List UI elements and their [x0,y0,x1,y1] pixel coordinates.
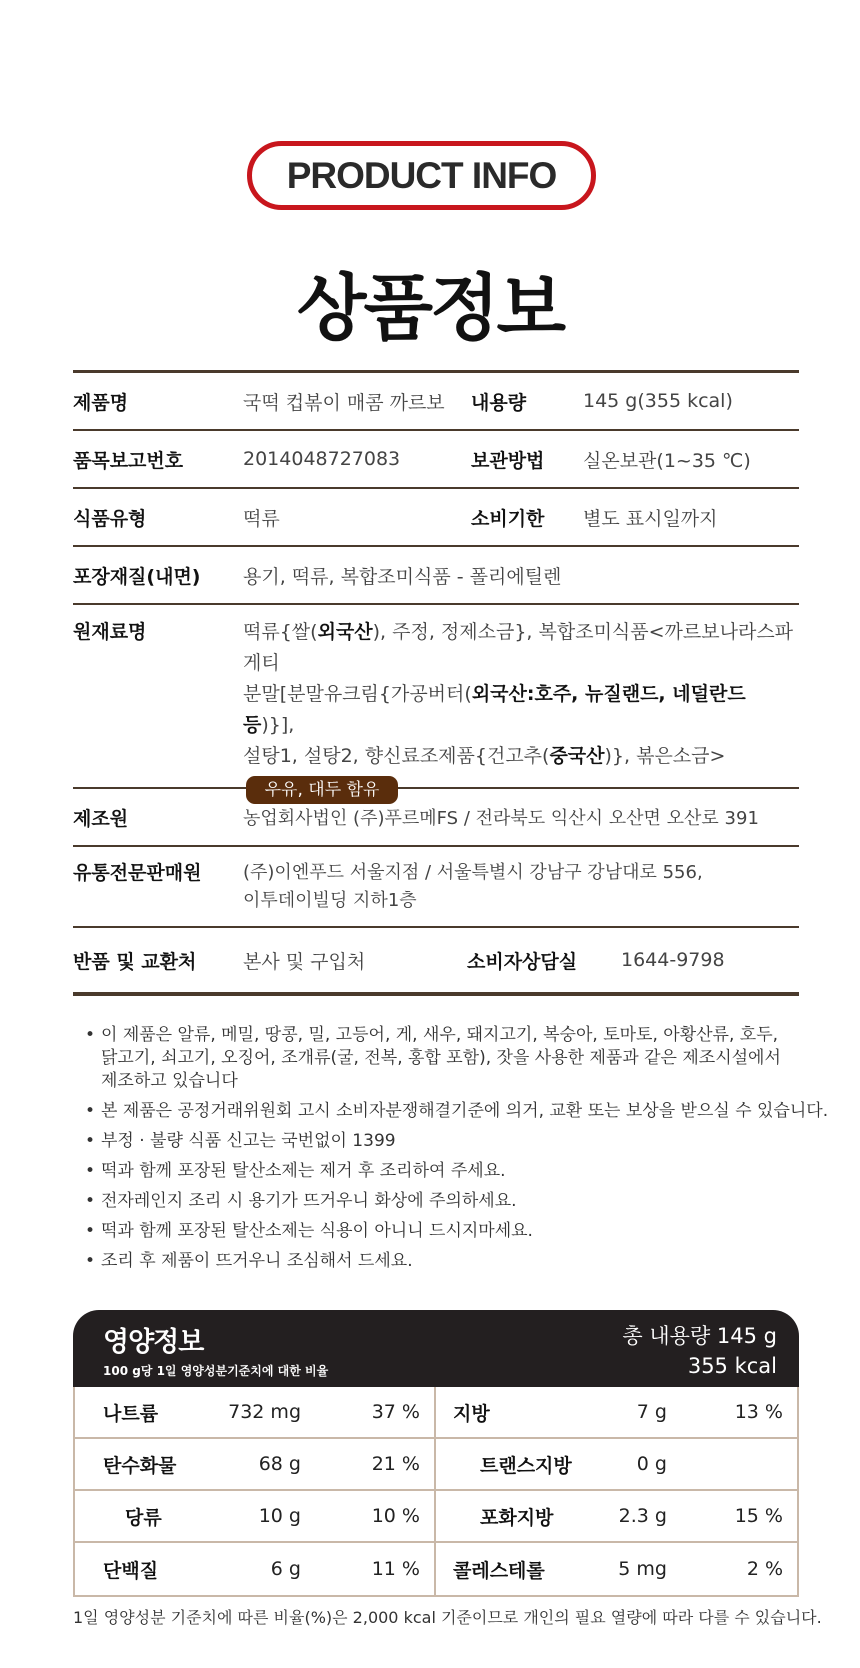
ing-text: ), 주정, 정제소금}, 복합조미식품<까르보나라스파게티 [243,621,794,674]
ing-text: )}], [261,714,295,736]
notice-item [85,1220,855,1243]
ingredients-label: 원재료명 [73,621,147,643]
nutrition-subtitle: 100 g당 1일 영양성분기준치에 대한 비율 [103,1364,329,1378]
nutrition-footnote: 1일 영양성분 기준치에 따른 비율(%)은 2,000 kcal 기준이므로 개인의 필요 열량에 따라 다를 수 있습니다. [73,1608,822,1627]
info-row-ingredients [73,605,799,800]
notice-item [85,1250,855,1273]
info-row-report [73,431,799,489]
nutrient-name: 트랜스지방 [480,1454,572,1477]
report-no-value: 2014048727083 [243,448,401,470]
product-info-badge: PRODUCT INFO [247,141,596,210]
notice-item [85,1160,855,1183]
product-info-table [73,370,799,996]
nutrient-name: 당류 [125,1506,162,1529]
ing-origin: 중국산 [549,745,605,767]
nutrient-name: 단백질 [103,1559,159,1582]
nutrient-name: 탄수화물 [103,1454,177,1477]
nutrient-amount: 2.3 g [618,1505,667,1527]
nutrient-amount: 7 g [636,1401,667,1423]
allergen-badge: 우유, 대두 함유 [246,776,398,804]
ingredients-value [243,617,799,800]
nutrition-panel [73,1310,799,1597]
nutrition-grid [73,1387,799,1597]
nutrient-name: 포화지방 [480,1506,554,1529]
nutrient-percent: 21 % [371,1453,420,1475]
notice-text: 떡과 함께 포장된 탈산소제는 제거 후 조리하여 주세요. [101,1161,506,1181]
nutrient-amount: 6 g [270,1558,301,1580]
manufacturer-value: 농업회사법인 (주)푸르메FS / 전라북도 익산시 오산면 오산로 391 [243,808,759,829]
notice-item [85,1190,855,1213]
nutrition-row [75,1439,797,1491]
nutrient-cell [75,1491,436,1541]
ing-text: 설탕1, 설탕2, 향신료조제품{건고추( [243,745,550,767]
notice-item [85,1100,855,1123]
ing-text: 분말[분말유크림{가공버터( [243,683,472,705]
nutrient-percent: 13 % [734,1401,783,1423]
volume-value: 145 g(355 kcal) [583,390,733,412]
info-row-return [73,928,799,996]
distributor-line-1: (주)이엔푸드 서울지점 / 서울특별시 강남구 강남대로 556, [243,862,703,883]
nutrient-name: 콜레스테롤 [453,1559,545,1582]
nutrient-percent: 15 % [734,1505,783,1527]
ing-origin: 외국산:호주, 뉴질랜드, 네덜란드 등 [243,683,746,736]
info-row-packaging [73,547,799,605]
notice-list [85,1024,855,1280]
nutrient-cell [436,1543,797,1595]
expiry-value: 별도 표시일까지 [583,507,718,530]
nutrient-cell [75,1439,436,1489]
nutrition-total: 총 내용량 145 g [622,1324,777,1348]
ingredients-line-1 [243,617,799,679]
return-label: 반품 및 교환처 [73,950,197,973]
nutrition-row [75,1387,797,1439]
ing-text: 떡류{쌀( [243,621,318,643]
nutrition-header [73,1310,799,1387]
ingredients-line-2 [243,679,799,741]
notice-item-cont [85,1070,855,1093]
nutrient-percent: 37 % [371,1401,420,1423]
nutrient-name: 나트륨 [103,1402,159,1425]
nutrient-percent: 11 % [371,1558,420,1580]
food-type-value: 떡류 [243,507,280,530]
nutrient-amount: 5 mg [618,1558,667,1580]
consumer-phone: 1644-9798 [621,949,725,971]
notice-text: 본 제품은 공정거래위원회 고시 소비자분쟁해결기준에 의거, 교환 또는 보상을 받으실 수 있습니다. [101,1101,829,1121]
nutrient-cell [75,1543,436,1595]
nutrient-cell [436,1387,797,1437]
storage-label: 보관방법 [471,449,545,472]
nutrient-amount: 68 g [258,1453,301,1475]
consumer-label: 소비자상담실 [467,950,578,973]
nutrition-title: 영양정보 [103,1327,204,1358]
product-name-value: 국떡 컵볶이 매콤 까르보 [243,391,445,414]
distributor-line-2: 이투데이빌딩 지하1층 [243,890,417,911]
info-row-distributor [73,847,799,928]
notice-text: 떡과 함께 포장된 탈산소제는 식용이 아니니 드시지마세요. [101,1221,533,1241]
report-no-label: 품목보고번호 [73,449,184,472]
product-name-label: 제품명 [73,391,129,414]
nutrition-kcal: 355 kcal [687,1354,777,1378]
expiry-label: 소비기한 [471,507,545,530]
nutrient-cell [436,1491,797,1541]
distributor-label: 유통전문판매원 [73,862,202,884]
notice-text: 조리 후 제품이 뜨거우니 조심해서 드세요. [101,1251,413,1271]
info-row-name [73,373,799,431]
return-value: 본사 및 구입처 [243,950,366,973]
ingredients-line-3 [243,741,799,772]
packaging-value: 용기, 떡류, 복합조미식품 - 폴리에틸렌 [243,565,562,588]
nutrient-cell [436,1439,797,1489]
notice-text: 닭고기, 쇠고기, 오징어, 조개류(굴, 전복, 홍합 포함), 잣을 사용한 제품과 같은 제조시설에서 [101,1048,781,1068]
nutrient-cell [75,1387,436,1437]
distributor-value [243,859,703,926]
nutrient-percent: 10 % [371,1505,420,1527]
packaging-label: 포장재질(내면) [73,565,201,588]
storage-value: 실온보관(1~35 ℃) [583,449,751,472]
notice-item [85,1024,855,1047]
page-title: 상품정보 [296,266,564,350]
notice-text: 이 제품은 알류, 메밀, 땅콩, 밀, 고등어, 게, 새우, 돼지고기, 복숭아, 토마토, 아황산류, 호두, [101,1025,779,1045]
nutrient-amount: 0 g [636,1453,667,1475]
notice-item [85,1130,855,1153]
info-row-type [73,489,799,547]
notice-text: 전자레인지 조리 시 용기가 뜨거우니 화상에 주의하세요. [101,1191,517,1211]
ing-text: )}, 볶은소금> [604,745,726,767]
nutrient-name: 지방 [453,1402,490,1425]
notice-text: 부정 · 불량 식품 신고는 국번없이 1399 [101,1131,396,1151]
nutrition-row [75,1491,797,1543]
nutrient-percent: 2 % [746,1558,783,1580]
nutrition-row [75,1543,797,1595]
volume-label: 내용량 [471,391,527,414]
nutrient-amount: 10 g [258,1505,301,1527]
nutrient-amount: 732 mg [228,1401,301,1423]
ing-origin: 외국산 [317,621,373,643]
manufacturer-label: 제조원 [73,807,129,830]
notice-item-cont [85,1047,855,1070]
food-type-label: 식품유형 [73,507,147,530]
notice-text: 제조하고 있습니다 [101,1071,238,1091]
